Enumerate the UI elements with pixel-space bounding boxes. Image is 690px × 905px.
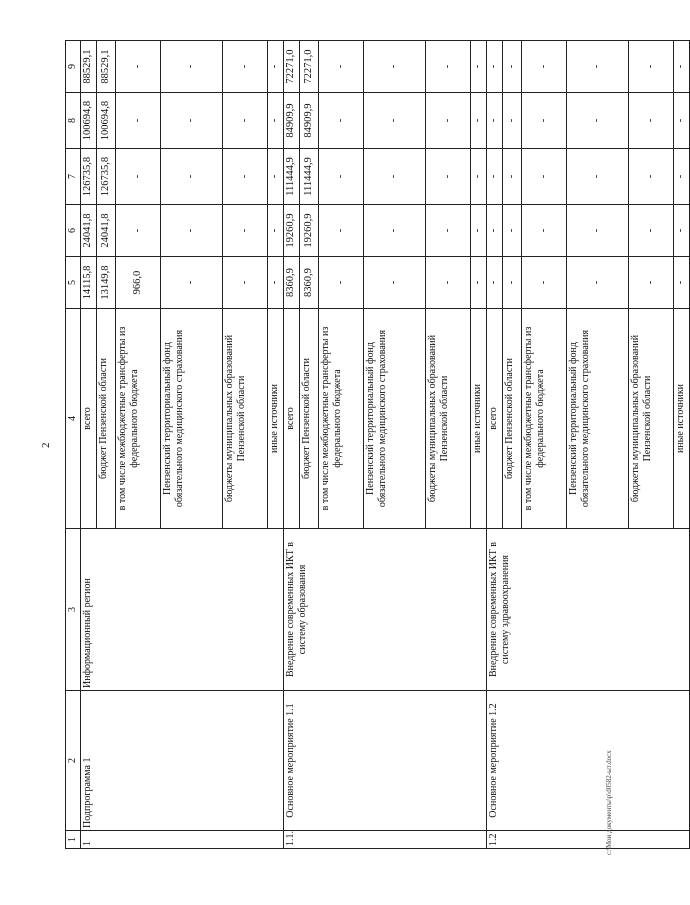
value-cell: 84909,9 xyxy=(300,93,319,149)
value-cell: 8360,9 xyxy=(284,257,300,309)
column-number: 4 xyxy=(66,309,81,529)
value-cell: - xyxy=(268,41,284,93)
value-cell: - xyxy=(503,149,522,205)
value-cell: - xyxy=(319,257,364,309)
value-cell: 19260,9 xyxy=(284,205,300,257)
funding-source-label: иные источники xyxy=(471,309,487,529)
value-cell: - xyxy=(364,257,426,309)
value-cell: - xyxy=(674,205,690,257)
value-cell: - xyxy=(629,205,674,257)
value-cell: - xyxy=(522,41,567,93)
value-cell: - xyxy=(471,149,487,205)
value-cell: - xyxy=(161,41,223,93)
value-cell: - xyxy=(471,205,487,257)
column-number: 8 xyxy=(66,93,81,149)
value-cell: - xyxy=(503,257,522,309)
value-cell: 72271,0 xyxy=(300,41,319,93)
value-cell: - xyxy=(629,149,674,205)
value-cell: - xyxy=(426,149,471,205)
file-path-footer: c:\Мои документы\p\d0582-ыт.docx xyxy=(605,750,613,855)
value-cell: 13149,8 xyxy=(97,257,116,309)
value-cell: - xyxy=(674,93,690,149)
funding-source-label: всего xyxy=(487,309,503,529)
value-cell: - xyxy=(319,93,364,149)
budget-table xyxy=(65,40,690,849)
value-cell: 88529,1 xyxy=(97,41,116,93)
value-cell: 111444,9 xyxy=(284,149,300,205)
funding-source-label: всего xyxy=(81,309,97,529)
value-cell: - xyxy=(567,93,629,149)
value-cell: - xyxy=(567,205,629,257)
value-cell: - xyxy=(364,149,426,205)
column-number: 6 xyxy=(66,205,81,257)
value-cell: - xyxy=(268,93,284,149)
column-number: 2 xyxy=(66,691,81,831)
funding-source-label: бюджет Пензенской области xyxy=(97,309,116,529)
page-number: 2 xyxy=(40,442,52,448)
column-number: 5 xyxy=(66,257,81,309)
value-cell: 88529,1 xyxy=(81,41,97,93)
value-cell: - xyxy=(487,41,503,93)
value-cell: - xyxy=(364,41,426,93)
value-cell: - xyxy=(116,205,161,257)
value-cell: - xyxy=(268,257,284,309)
value-cell: 72271,0 xyxy=(284,41,300,93)
value-cell: 19260,9 xyxy=(300,205,319,257)
value-cell: 111444,9 xyxy=(300,149,319,205)
row-number: 1.1. xyxy=(284,831,487,849)
value-cell: - xyxy=(364,93,426,149)
value-cell: - xyxy=(426,257,471,309)
funding-source-label: бюджет Пензенской области xyxy=(300,309,319,529)
value-cell: - xyxy=(503,41,522,93)
funding-source-label: иные источники xyxy=(268,309,284,529)
row-number: 1.2 xyxy=(487,831,690,849)
value-cell: - xyxy=(161,205,223,257)
value-cell: - xyxy=(674,41,690,93)
block-description: Внедрение современных ИКТ в систему здравоохранения xyxy=(487,529,690,691)
value-cell: - xyxy=(426,41,471,93)
funding-source-label: Пензенский территориальный фонд обязательного медицинского страхования xyxy=(567,309,629,529)
value-cell: - xyxy=(364,205,426,257)
value-cell: - xyxy=(567,149,629,205)
value-cell: 84909,9 xyxy=(284,93,300,149)
column-number: 1 xyxy=(66,831,81,849)
funding-source-label: бюджеты муниципальных образований Пензенской области xyxy=(426,309,471,529)
value-cell: - xyxy=(522,205,567,257)
value-cell: - xyxy=(471,93,487,149)
funding-source-label: Пензенский территориальный фонд обязательного медицинского страхования xyxy=(161,309,223,529)
funding-source-label: бюджет Пензенской области xyxy=(503,309,522,529)
row-number: 1 xyxy=(81,831,284,849)
funding-source-label: бюджеты муниципальных образований Пензенской области xyxy=(629,309,674,529)
value-cell: - xyxy=(471,41,487,93)
value-cell: 126735,8 xyxy=(97,149,116,205)
value-cell: 100694,8 xyxy=(81,93,97,149)
table-row xyxy=(284,41,300,849)
value-cell: - xyxy=(487,205,503,257)
funding-source-label: в том числе межбюджетные трансферты из федерального бюджета xyxy=(319,309,364,529)
block-description: Внедрение современных ИКТ в систему образования xyxy=(284,529,487,691)
value-cell: 8360,9 xyxy=(300,257,319,309)
table-row xyxy=(81,41,97,849)
value-cell: - xyxy=(487,149,503,205)
value-cell: - xyxy=(223,205,268,257)
value-cell: - xyxy=(223,257,268,309)
value-cell: - xyxy=(116,149,161,205)
value-cell: - xyxy=(223,41,268,93)
block-title: Основное мероприятие 1.2 xyxy=(487,691,690,831)
value-cell: - xyxy=(319,205,364,257)
value-cell: - xyxy=(116,93,161,149)
value-cell: - xyxy=(426,205,471,257)
value-cell: - xyxy=(223,149,268,205)
funding-source-label: всего xyxy=(284,309,300,529)
column-number: 9 xyxy=(66,41,81,93)
value-cell: - xyxy=(674,149,690,205)
value-cell: - xyxy=(223,93,268,149)
funding-source-label: в том числе межбюджетные трансферты из федерального бюджета xyxy=(522,309,567,529)
value-cell: - xyxy=(629,257,674,309)
value-cell: - xyxy=(161,93,223,149)
value-cell: - xyxy=(471,257,487,309)
funding-source-label: в том числе межбюджетные трансферты из федерального бюджета xyxy=(116,309,161,529)
value-cell: - xyxy=(629,41,674,93)
value-cell: - xyxy=(629,93,674,149)
value-cell: 966,0 xyxy=(116,257,161,309)
value-cell: - xyxy=(522,149,567,205)
value-cell: - xyxy=(503,205,522,257)
value-cell: 24041,8 xyxy=(97,205,116,257)
funding-source-label: иные источники xyxy=(674,309,690,529)
value-cell: - xyxy=(674,257,690,309)
block-title: Подпрограмма 1 xyxy=(81,691,284,831)
value-cell: - xyxy=(567,257,629,309)
value-cell: - xyxy=(116,41,161,93)
value-cell: - xyxy=(487,257,503,309)
funding-source-label: бюджеты муниципальных образований Пензенской области xyxy=(223,309,268,529)
value-cell: - xyxy=(161,257,223,309)
value-cell: - xyxy=(268,149,284,205)
value-cell: 100694,8 xyxy=(97,93,116,149)
value-cell: - xyxy=(268,205,284,257)
funding-source-label: Пензенский территориальный фонд обязательного медицинского страхования xyxy=(364,309,426,529)
value-cell: - xyxy=(503,93,522,149)
value-cell: - xyxy=(522,257,567,309)
value-cell: 14115,8 xyxy=(81,257,97,309)
column-number: 3 xyxy=(66,529,81,691)
value-cell: 24041,8 xyxy=(81,205,97,257)
value-cell: 126735,8 xyxy=(81,149,97,205)
block-description: Информационный регион xyxy=(81,529,284,691)
value-cell: - xyxy=(487,93,503,149)
value-cell: - xyxy=(522,93,567,149)
column-number-row xyxy=(66,41,81,849)
table-row xyxy=(487,41,503,849)
column-number: 7 xyxy=(66,149,81,205)
value-cell: - xyxy=(319,149,364,205)
value-cell: - xyxy=(426,93,471,149)
value-cell: - xyxy=(567,41,629,93)
value-cell: - xyxy=(319,41,364,93)
block-title: Основное мероприятие 1.1 xyxy=(284,691,487,831)
value-cell: - xyxy=(161,149,223,205)
